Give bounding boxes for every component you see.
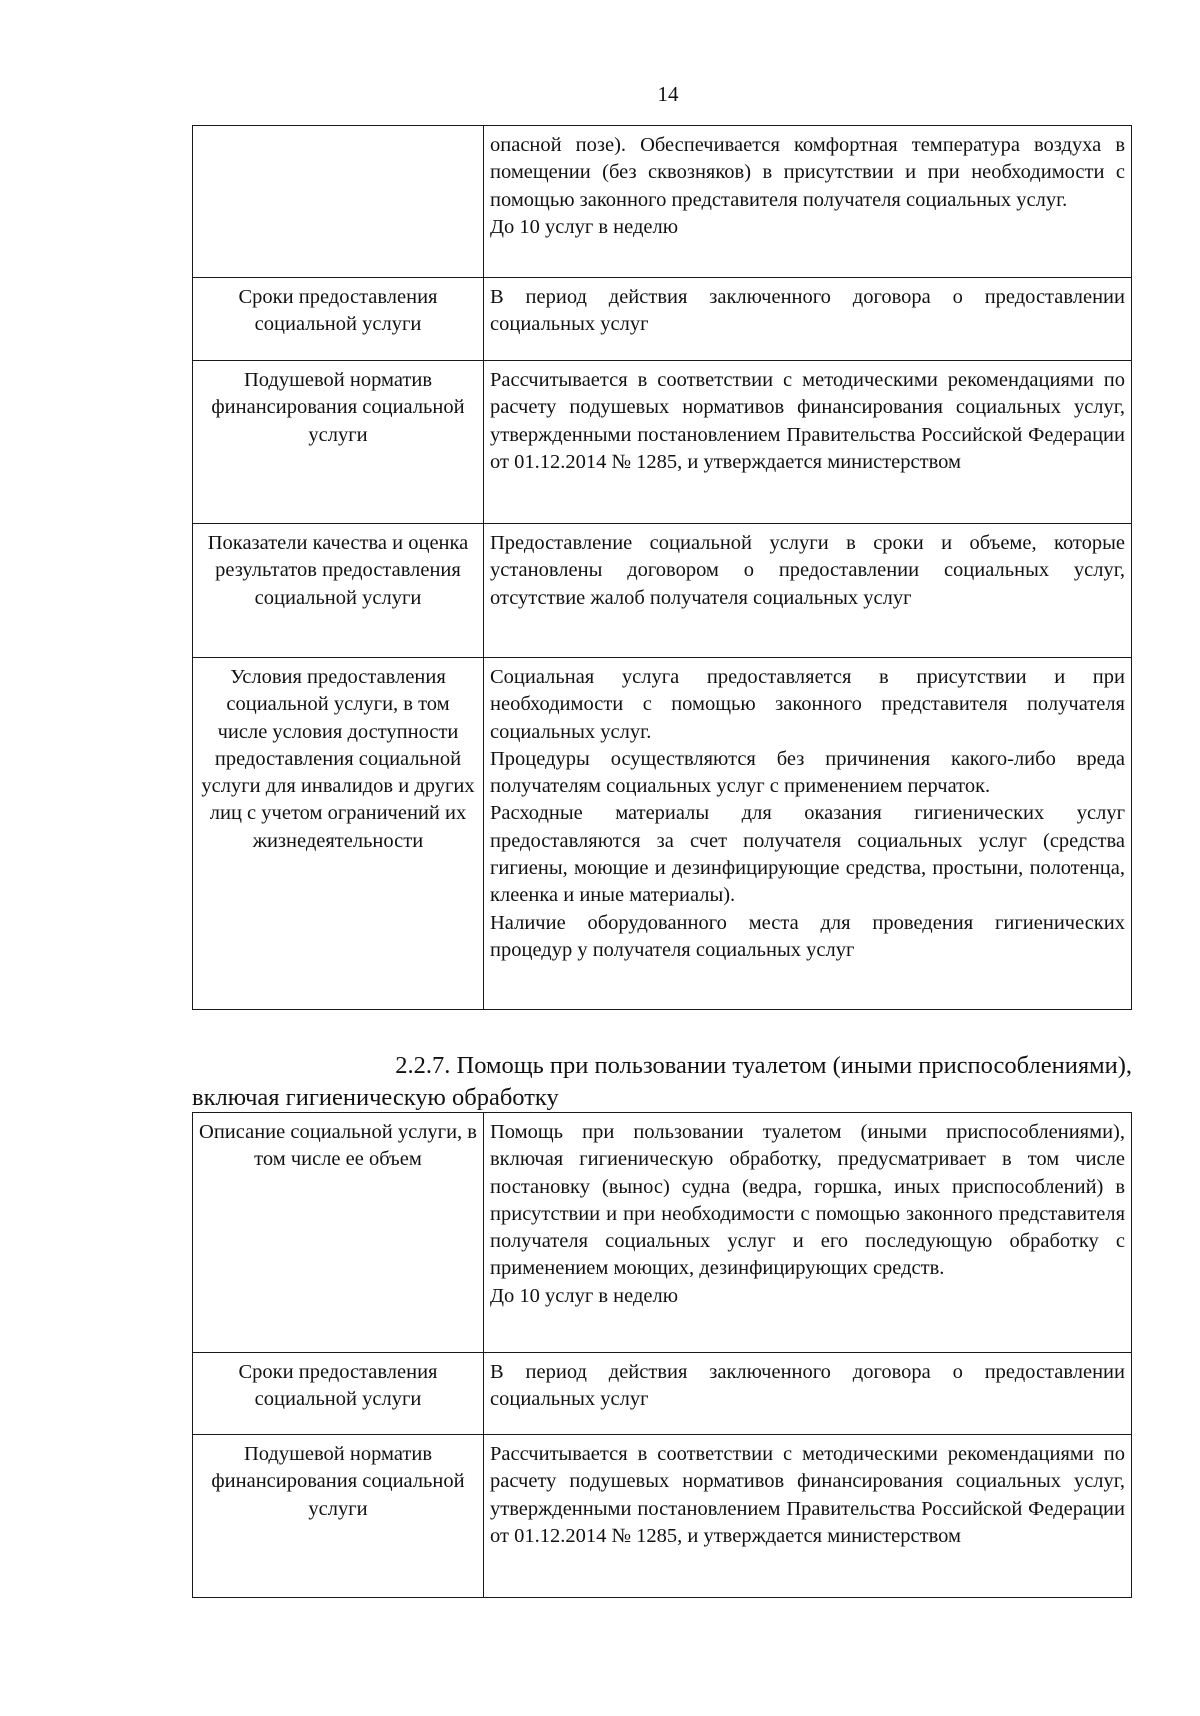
row-value — [484, 658, 1132, 1010]
table-row — [193, 361, 1132, 524]
section-heading-line-1: 2.2.7. Помощь при пользовании туалетом (иными приспособлениями), — [395, 1052, 1132, 1079]
row-value — [484, 1353, 1132, 1435]
row-label: Описание социальной услуги, в том числе ее объем — [193, 1113, 484, 1353]
paragraph: Помощь при пользовании туалетом (иными приспособлениями), включая гигиеническую обработку, предусматривает в том числе постановку (вынос) судна (ведра, горшка, иных приспособлений) в присутствии и при необходимости с помощью законного представителя получателя социальных услуг и его последующую обработку с применением моющих, дезинфицирующих средств. — [490, 1121, 1125, 1280]
paragraph: В период действия заключенного договора о предоставлении социальных услуг — [490, 1361, 1125, 1411]
row-value — [484, 524, 1132, 658]
row-label: Сроки предоставления социальной услуги — [193, 1353, 484, 1435]
table-row — [193, 278, 1132, 361]
service-table-continued — [192, 125, 1132, 1010]
row-label: Показатели качества и оценка результатов предоставления социальной услуги — [193, 524, 484, 658]
row-value — [484, 126, 1132, 278]
paragraph: Рассчитывается в соответствии с методическими рекомендациями по расчету подушевых нормативов финансирования социальных услуг, утвержденными постановлением Правительства Российской Федерации от 01.12.2014 № 1285, и утверждается министерством — [490, 369, 1125, 473]
paragraph: До 10 услуг в неделю — [490, 1284, 679, 1307]
row-value — [484, 1113, 1132, 1353]
row-value — [484, 1435, 1132, 1598]
section-heading-line-2: включая гигиеническую обработку — [192, 1084, 559, 1111]
paragraph: Предоставление социальной услуги в сроки и объеме, которые установлены договором о предоставлении социальных услуг, отсутствие жалоб получателя социальных услуг — [490, 532, 1125, 609]
paragraph: В период действия заключенного договора о предоставлении социальных услуг — [490, 286, 1125, 336]
row-label: Подушевой норматив финансирования социальной услуги — [193, 361, 484, 524]
table-row — [193, 658, 1132, 1010]
paragraph: Процедуры осуществляются без причинения какого-либо вреда получателям социальных услуг с применением перчаток. — [490, 747, 1125, 798]
service-table-2-2-7 — [192, 1112, 1132, 1598]
row-label: Подушевой норматив финансирования социальной услуги — [193, 1435, 484, 1598]
table-row — [193, 524, 1132, 658]
row-value — [484, 278, 1132, 361]
paragraph: Расходные материалы для оказания гигиенических услуг предоставляются за счет получателя социальных услуг (средства гигиены, моющие и дезинфицирующие средства, простыни, полотенца, клеенка и иные материалы). — [490, 802, 1125, 907]
paragraph: До 10 услуг в неделю — [490, 215, 679, 238]
page-number: 14 — [657, 82, 679, 106]
table-row — [193, 126, 1132, 278]
table-row — [193, 1435, 1132, 1598]
section-heading — [192, 1050, 1132, 1114]
paragraph: Социальная услуга предоставляется в присутствии и при необходимости с помощью законного представителя получателя социальных услуг. — [490, 666, 1125, 743]
table-row — [193, 1113, 1132, 1353]
table-row — [193, 1353, 1132, 1435]
paragraph: Рассчитывается в соответствии с методическими рекомендациями по расчету подушевых нормативов финансирования социальных услуг, утвержденными постановлением Правительства Российской Федерации от 01.12.2014 № 1285, и утверждается министерством — [490, 1443, 1125, 1547]
row-label: Условия предоставления социальной услуги, в том числе условия доступности предоставления социальной услуги для инвалидов и других лиц с учетом ограничений их жизнедеятельности — [193, 658, 484, 1010]
paragraph: Наличие оборудованного места для проведения гигиенических процедур у получателя социальных услуг — [490, 911, 1125, 961]
row-value — [484, 361, 1132, 524]
row-label — [193, 126, 484, 278]
paragraph: опасной позе). Обеспечивается комфортная температура воздуха в помещении (без сквозняков) в присутствии и при необходимости с помощью законного представителя получателя социальных услуг. — [490, 134, 1125, 211]
row-label: Сроки предоставления социальной услуги — [193, 278, 484, 361]
